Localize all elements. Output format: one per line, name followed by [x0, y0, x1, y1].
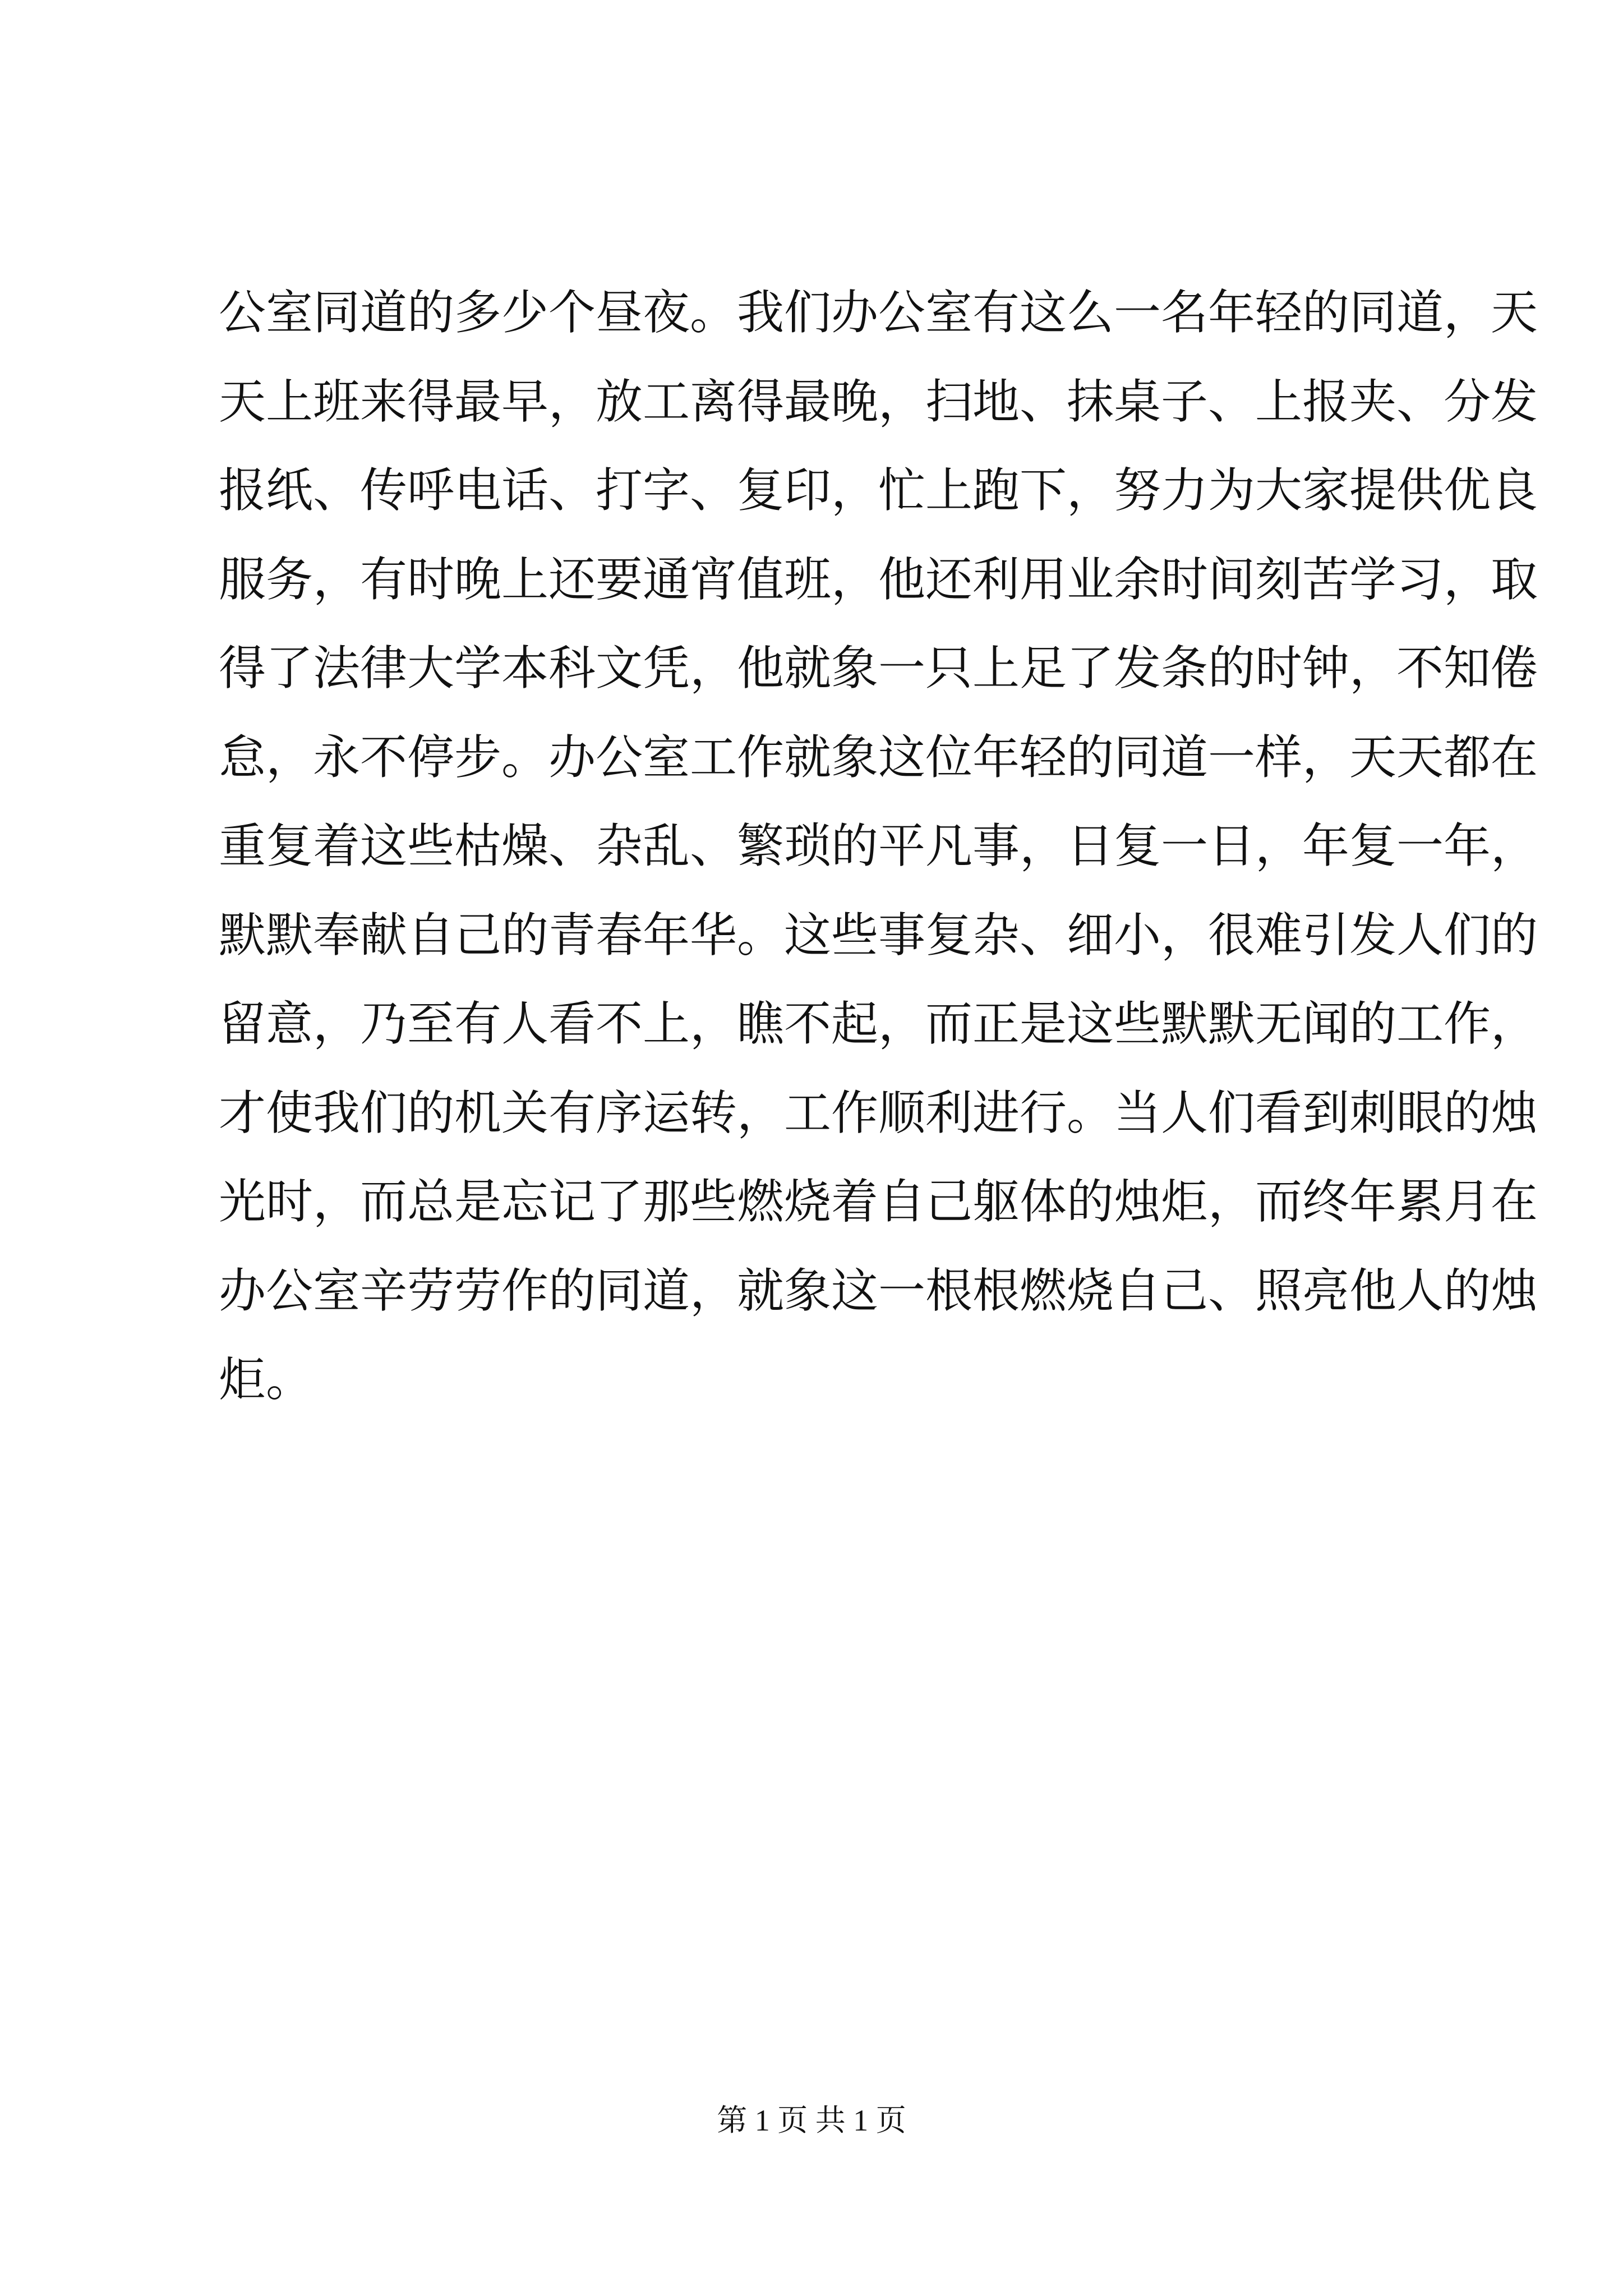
paragraph-line: 炬。: [219, 1352, 313, 1407]
paragraph-line: 重复着这些枯燥、杂乱、繁琐的平凡事，日复一日，年复一年，: [219, 818, 1538, 873]
body-paragraph: [219, 268, 1538, 1424]
paragraph-line: 默默奉献自己的青春年华。这些事复杂、细小，很难引发人们的: [219, 907, 1538, 963]
paragraph-line: 服务，有时晚上还要通宵值班，他还利用业余时间刻苦学习，取: [219, 551, 1538, 607]
paragraph-line: 光时，而总是忘记了那些燃烧着自己躯体的烛炬，而终年累月在: [219, 1174, 1538, 1229]
paragraph-line: 留意，乃至有人看不上，瞧不起，而正是这些默默无闻的工作，: [219, 996, 1538, 1051]
paragraph-line: 天上班来得最早，放工离得最晚，扫地、抹桌子、上报夹、分发: [219, 374, 1538, 429]
paragraph-line: 得了法律大学本科文凭，他就象一只上足了发条的时钟，不知倦: [219, 641, 1538, 696]
paragraph-line: 才使我们的机关有序运转，工作顺利进行。当人们看到刺眼的烛: [219, 1085, 1538, 1140]
page-number-footer: 第 1 页 共 1 页: [717, 2104, 906, 2137]
paragraph-line: 公室同道的多少个昼夜。我们办公室有这么一名年轻的同道，天: [219, 285, 1538, 340]
paragraph-line: 怠，永不停步。办公室工作就象这位年轻的同道一样，天天都在: [219, 729, 1538, 785]
paragraph-line: 报纸、传呼电话、打字、复印，忙上跑下，努力为大家提供优良: [219, 463, 1538, 518]
paragraph-line: 办公室辛劳劳作的同道，就象这一根根燃烧自己、照亮他人的烛: [219, 1263, 1538, 1318]
